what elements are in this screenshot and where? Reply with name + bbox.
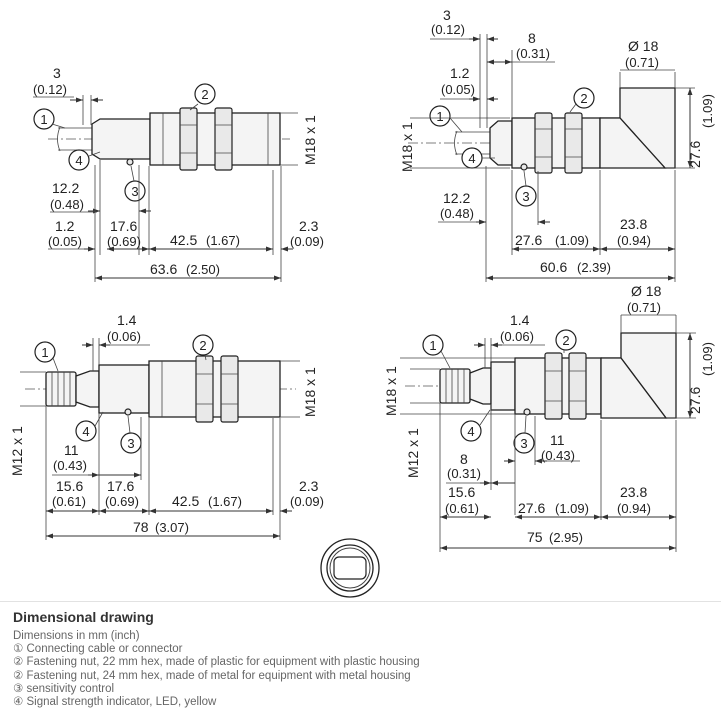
dimension-label: 8 [460, 451, 468, 467]
dimension-label: 1.2 [450, 65, 470, 81]
callout-number: 1 [436, 109, 444, 124]
dimension-label: M18 x 1 [383, 366, 399, 416]
dimension-label: 63.6 [150, 261, 178, 277]
dimension-label: (0.71) [627, 300, 661, 315]
callout-number: 1 [41, 345, 49, 360]
dimension-label: 11 [64, 442, 79, 458]
dimension-label: (0.94) [617, 501, 651, 516]
dimension-label: (0.31) [516, 46, 550, 61]
dimension-label: (0.05) [441, 82, 475, 97]
dimension-label: (0.69) [107, 234, 141, 249]
dimension-label: 23.8 [620, 216, 648, 232]
dimension-label: (0.09) [290, 494, 324, 509]
dimension-label: (1.67) [206, 233, 240, 248]
callout-number: 3 [131, 184, 139, 199]
dimension-label: (0.61) [52, 494, 86, 509]
dimension-label: 23.8 [620, 484, 648, 500]
dimension-label: M18 x 1 [399, 122, 415, 172]
dimension-label: 1.2 [55, 218, 75, 234]
dimension-label: (0.61) [445, 501, 479, 516]
callout-number: 4 [75, 153, 83, 168]
legend-item: ② Fastening nut, 22 mm hex, made of plastic for equipment with plastic housing [13, 656, 420, 669]
dimension-label: (0.09) [290, 234, 324, 249]
dimension-label: (0.94) [617, 233, 651, 248]
dimension-label: M18 x 1 [302, 115, 318, 165]
dimension-label: (0.48) [440, 206, 474, 221]
dimension-label: (0.48) [50, 197, 84, 212]
legend-item: ② Fastening nut, 24 mm hex, made of metal for equipment with metal housing [13, 669, 411, 682]
dimension-label: (2.39) [577, 260, 611, 275]
dimension-label: 8 [528, 30, 536, 46]
dimension-label: 2.3 [299, 478, 319, 494]
dimension-label: 27.6 [687, 140, 703, 168]
dimension-label: (0.69) [105, 494, 139, 509]
drawing-top-right [399, 7, 715, 282]
dimension-label: Ø 18 [628, 38, 659, 54]
legend [13, 609, 713, 709]
drawing-bottom-right [383, 283, 715, 552]
dimension-label: (0.71) [625, 55, 659, 70]
dimension-label: (0.12) [33, 82, 67, 97]
callout-number: 1 [429, 338, 437, 353]
callout-number: 1 [40, 112, 48, 127]
callout-number: 2 [562, 333, 570, 348]
dimension-label: (1.09) [700, 342, 715, 376]
dimension-label: 17.6 [110, 218, 138, 234]
dimension-label: 3 [53, 65, 61, 81]
dimension-label: 27.6 [515, 232, 543, 248]
legend-units: Dimensions in mm (inch) [13, 630, 140, 642]
dimension-label: Ø 18 [631, 283, 662, 299]
dimension-label: (3.07) [155, 520, 189, 535]
dimension-label: M12 x 1 [9, 426, 25, 476]
callout-number: 3 [522, 189, 530, 204]
callout-number: 3 [520, 436, 528, 451]
callout-number: 4 [82, 424, 90, 439]
callout-number: 4 [468, 151, 476, 166]
dimension-label: (1.09) [700, 94, 715, 128]
dimension-label: M18 x 1 [302, 367, 318, 417]
dimension-label: (0.31) [447, 466, 481, 481]
dimension-label: 75 [527, 529, 543, 545]
callout-number: 2 [199, 338, 207, 353]
dimension-label: 11 [550, 432, 565, 448]
legend-title: Dimensional drawing [13, 609, 154, 625]
dimension-label: 3 [443, 7, 451, 23]
dimension-label: 1.4 [117, 312, 137, 328]
callout-number: 2 [580, 91, 588, 106]
dimension-label: (2.50) [186, 262, 220, 277]
dimension-label: (2.95) [549, 530, 583, 545]
dimension-label: 42.5 [172, 493, 200, 509]
dimension-label: (0.06) [107, 329, 141, 344]
dimension-label: (1.09) [555, 233, 589, 248]
dimension-label: (1.09) [555, 501, 589, 516]
dimension-label: (0.12) [431, 22, 465, 37]
divider [0, 601, 721, 602]
front-view [321, 539, 379, 597]
dimension-label: 27.6 [518, 500, 546, 516]
dimension-label: 2.3 [299, 218, 319, 234]
dimension-label: (0.06) [500, 329, 534, 344]
legend-item: ① Connecting cable or connector [13, 643, 183, 656]
dimension-label: 27.6 [687, 386, 703, 414]
dimension-label: 1.4 [510, 312, 530, 328]
drawing-top-left [33, 65, 324, 282]
legend-item: ④ Signal strength indicator, LED, yellow [13, 696, 217, 709]
legend-item: ③ sensitivity control [13, 682, 115, 695]
dimension-label: 12.2 [52, 180, 80, 196]
dimension-label: 42.5 [170, 232, 198, 248]
dimension-label: 60.6 [540, 259, 568, 275]
dimension-label: (0.43) [53, 458, 87, 473]
dimension-label: 12.2 [443, 190, 471, 206]
drawing-bottom-left [9, 312, 324, 540]
dimension-label: 78 [133, 519, 149, 535]
callout-number: 3 [127, 436, 135, 451]
dimension-label: 15.6 [448, 484, 476, 500]
dimension-label: (1.67) [208, 494, 242, 509]
dimension-label: (0.05) [48, 234, 82, 249]
dimension-label: (0.43) [541, 448, 575, 463]
callout-number: 2 [201, 87, 209, 102]
dimension-label: M12 x 1 [405, 428, 421, 478]
dimension-label: 15.6 [56, 478, 84, 494]
callout-number: 4 [467, 424, 475, 439]
dimension-label: 17.6 [107, 478, 135, 494]
